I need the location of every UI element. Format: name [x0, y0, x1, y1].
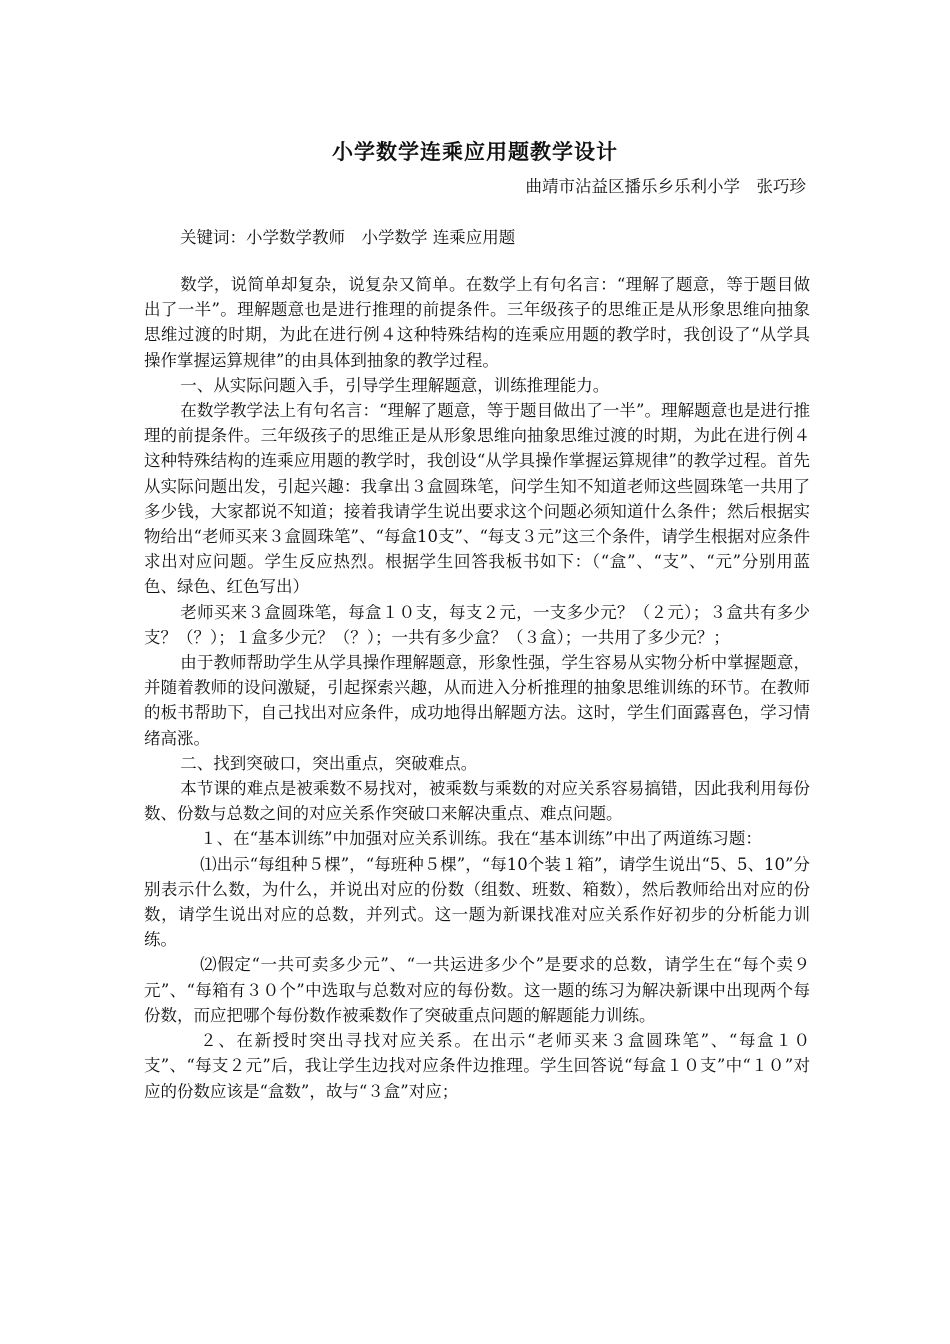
paragraph: ２、在新授时突出寻找对应关系。在出示“老师买来３盒圆珠笔”、“每盒１０支”、“每支２元”后，我让学生边找对应条件边推理。学生回答说“每盒１０支”中“１０”对应的份数应该是“盒数”，故与“３盒”对应； [144, 1031, 810, 1101]
document-body [144, 272, 810, 1104]
paragraph: ⑴出示“每组种５棵”，“每班种５棵”，“每10个装１箱”，请学生说出“5、5、10”分别表示什么数，为什么，并说出对应的份数（组数、班数、箱数），然后教师给出对应的份数，请学生说出对应的总数，并列式。这一题为新课找准对应关系作好初步的分析能力训练。 [144, 854, 810, 950]
paragraph: 本节课的难点是被乘数不易找对，被乘数与乘数的对应关系容易搞错，因此我利用每份数、份数与总数之间的对应关系作突破口来解决重点、难点问题。 [144, 779, 810, 824]
author-line: 曲靖市沾益区播乐乡乐利小学 张巧珍 [525, 177, 806, 196]
paragraph-intro: 数学，说简单却复杂，说复杂又简单。在数学上有句名言：“理解了题意，等于题目做出了一半”。理解题意也是进行推理的前提条件。三年级孩子的思维正是从形象思维向抽象思维过渡的时期，为此在进行例４这种特殊结构的连乘应用题的教学时，我创设了“从学具操作掌握运算规律”的由具体到抽象的教学过程。 [144, 275, 810, 370]
paragraph: ⑵假定“一共可卖多少元”、“一共运进多少个”是要求的总数，请学生在“每个卖９元”、“每箱有３０个”中选取与总数对应的每份数。这一题的练习为解决新课中出现两个每份数，而应把哪个每份数作被乘数作了突破重点问题的解题能力训练。 [144, 955, 810, 1025]
keywords-line: 关键词：小学数学教师 小学数学 连乘应用题 [180, 228, 516, 247]
paragraph: 在数学教学法上有句名言：“理解了题意，等于题目做出了一半”。理解题意也是进行推理的前提条件。三年级孩子的思维正是从形象思维向抽象思维过渡的时期，为此在进行例４这种特殊结构的连乘应用题的教学时，我创设“从学具操作掌握运算规律”的教学过程。首先从实际问题出发，引起兴趣：我拿出３盒圆珠笔，问学生知不知道老师这些圆珠笔一共用了多少钱，大家都说不知道；接着我请学生说出要求这个问题必须知道什么条件；然后根据实物给出“老师买来３盒圆珠笔”、“每盒10支”、“每支３元”这三个条件，请学生根据对应条件求出对应问题。学生反应热烈。根据学生回答我板书如下：（“盒”、“支”、“元”分别用蓝色、绿色、红色写出） [144, 401, 810, 597]
section-heading-1: 一、从实际问题入手，引导学生理解题意，训练推理能力。 [180, 375, 610, 395]
section-heading-2: 二、找到突破口，突出重点，突破难点。 [180, 753, 478, 773]
paragraph: 老师买来３盒圆珠笔，每盒１０支，每支２元，一支多少元？（２元）；３盒共有多少支？（？）；１盒多少元？（？）；一共有多少盒？（３盒）；一共用了多少元？； [144, 602, 810, 647]
paragraph: １、在“基本训练”中加强对应关系训练。我在“基本训练”中出了两道练习题： [200, 829, 762, 849]
document-title: 小学数学连乘应用题教学设计 [332, 140, 618, 164]
paragraph: 由于教师帮助学生从学具操作理解题意，形象性强，学生容易从实物分析中掌握题意，并随着教师的设问激疑，引起探索兴趣，从而进入分析推理的抽象思维训练的环节。在教师的板书帮助下，自己找出对应条件，成功地得出解题方法。这时，学生们面露喜色，学习情绪高涨。 [144, 653, 810, 748]
